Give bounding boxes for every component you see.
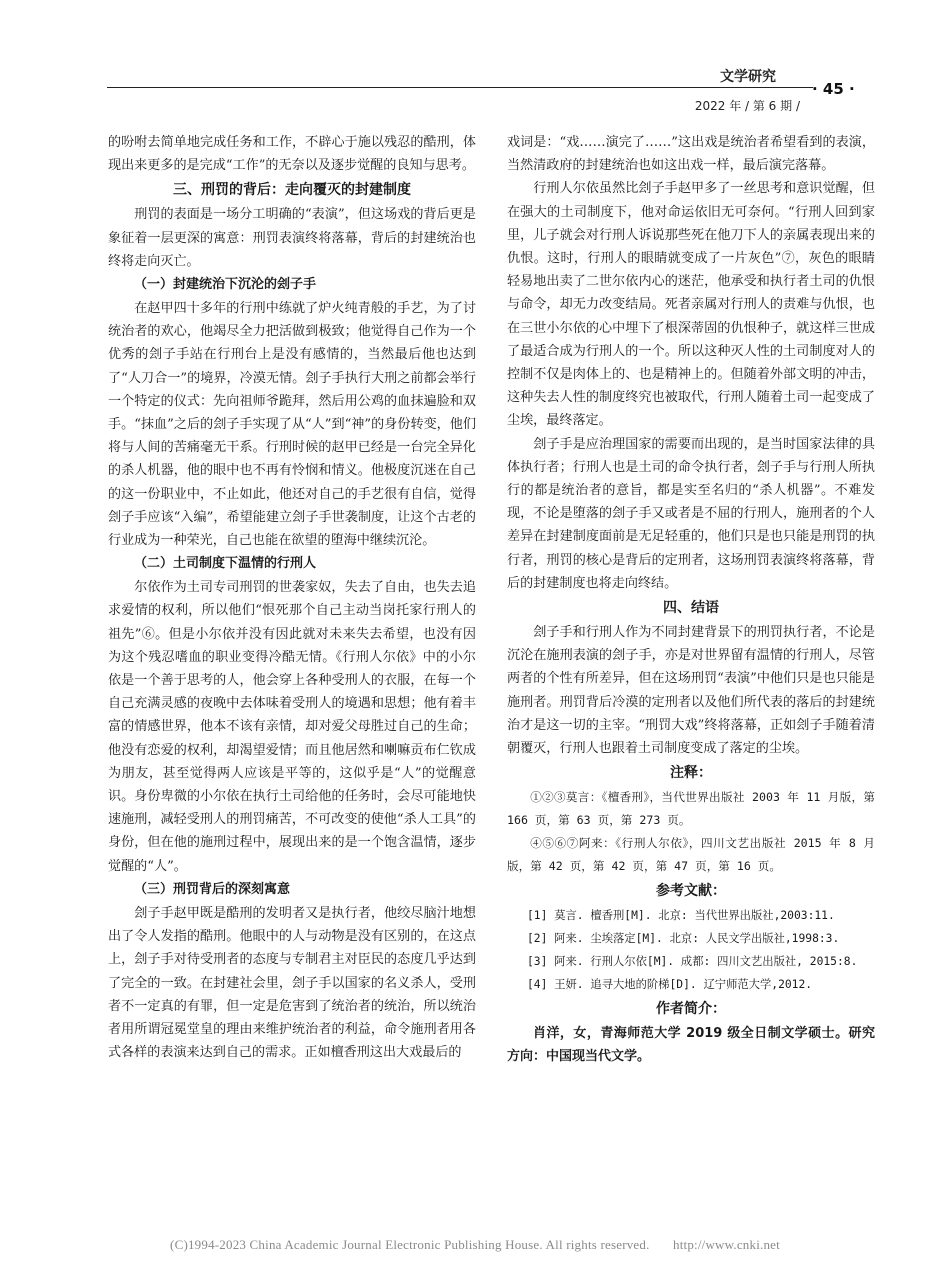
- reference: [1] 莫言. 檀香刑[M]. 北京: 当代世界出版社,2003:11.: [527, 909, 835, 923]
- page-number: · 45 ·: [812, 80, 855, 98]
- notes-heading: 注释：: [670, 765, 712, 782]
- subsection-heading: （一）封建统治下沉沦的刽子手: [134, 277, 317, 293]
- paragraph: 的吩咐去简单地完成任务和工作，不辟心于施以残忍的酷刑，体现出来更多的是完成“工作”的无奈以及逐步觉醒的良知与思考。: [108, 135, 476, 174]
- paragraph: 刑罚的表面是一场分工明确的“表演”，但这场戏的背后更是象征着一层更深的寓意：刑罚表演终将落幕，背后的封建统治也终将走向灭亡。: [108, 207, 476, 269]
- references-heading: 参考文献：: [656, 883, 726, 900]
- author-bio: 肖洋，女，青海师范大学 2019 级全日制文学硕士。研究方向：中国现当代文学。: [507, 1026, 875, 1065]
- section-heading: 四、结语: [663, 600, 719, 617]
- author-heading: 作者简介：: [656, 1001, 726, 1018]
- copyright-text: (C)1994-2023 China Academic Journal Electronic Publishing House. All rights reserved.: [170, 1237, 650, 1252]
- footer-url[interactable]: http://www.cnki.net: [673, 1237, 780, 1252]
- paragraph: 尔依作为土司专司刑罚的世袭家奴，失去了自由，也失去追求爱情的权利，所以他们“恨死那个自己主动当岗托家行刑人的祖先”⑥。但是小尔依并没有因此就对未来失去希望，也没有因为这个残忍嗜血的职业变得冷酷无情。《行刑人尔依》中的小尔依是一个善于思考的人，他会穿上各种受刑人的衣服，在每一个自己充满灵感的夜晚中去体味着受刑人的境遇和思想；他有着丰富的情感世界，他本不该有亲情，却对爱父母胜过自己的生命；他没有恋爱的权利，却渴望爱情；而且他居然和喇嘛贡布仁钦成为朋友，甚至觉得两人应该是平等的，这似乎是“人”的觉醒意识。身份卑微的小尔依在执行土司给他的任务时，会尽可能地快速施刑，减轻受刑人的刑罚痛苦，不可改变的使他“杀人工具”的身份，但在他的施刑过程中，展现出来的是一个饱含温情，逐步觉醒的“人”。: [108, 580, 476, 874]
- note: ④⑤⑥⑦阿来：《行刑人尔依》，四川文艺出版社 2015 年 8 月版，第 42 页，第 42 页，第 47 页，第 16 页。: [507, 836, 875, 874]
- left-column: [108, 131, 476, 1064]
- issue-info: 2022 年 / 第 6 期 /: [694, 99, 800, 113]
- journal-title: 文学研究: [720, 69, 776, 85]
- paragraph: 在赵甲四十多年的行刑中练就了炉火纯青般的手艺，为了讨统治者的欢心，他竭尽全力把活做到极致；他觉得自己作为一个优秀的刽子手站在行刑台上是没有感情的，当然最后他也达到了“人刀合一”的境界，冷漠无情。刽子手执行大刑之前都会举行一个特定的仪式：先向祖师爷跪拜，然后用公鸡的血抹遍脸和双手。“抹血”之后的刽子手实现了从“人”到“神”的身份转变，他们将与人间的苦痛毫无干系。行刑时候的赵甲已经是一台完全异化的杀人机器，他的眼中也不再有怜悯和情义。他极度沉迷在自己的这一份职业中，不止如此，他还对自己的手艺很有自信，觉得刽子手应该“入编”，希望能建立刽子手世袭制度，让这个古老的行业成为一种荣光，自己也能在欲望的堕海中继续沉沦。: [108, 301, 476, 549]
- subsection-heading: （三）刑罚背后的深刻寓意: [134, 881, 291, 897]
- paragraph: 行刑人尔依虽然比刽子手赵甲多了一丝思考和意识觉醒，但在强大的土司制度下，他对命运依旧无可奈何。“行刑人回到家里，儿子就会对行刑人诉说那些死在他刀下人的亲属表现出来的仇恨。这时，行刑人的眼睛就变成了一片灰色”⑦，灰色的眼睛轻易地出卖了二世尔依内心的迷茫，他承受和执行者土司的仇恨与命令，却无力改变结局。死者亲属对行刑人的责难与仇恨，也在三世小尔依的心中埋下了根深蒂固的仇恨种子，就这样三世成了最适合成为行刑人的一个。所以这种灭人性的土司制度对人的控制不仅是肉体上的、也是精神上的。但随着外部文明的冲击，这种失去人性的制度终究也被取代，行刑人随着土司一起变成了尘埃，最终落定。: [507, 181, 875, 429]
- paragraph: 刽子手是应治理国家的需要而出现的，是当时国家法律的具体执行者；行刑人也是土司的命令执行者，刽子手与行刑人所执行的都是统治者的意旨，都是实至名归的“杀人机器”。不难发现，不论是堕落的刽子手又或者是不屈的行刑人，施刑者的个人差异在封建制度面前是无足轻重的，他们只是也只能是刑罚的执行者，刑罚的核心是背后的定刑者，这场刑罚表演终将落幕，背后的封建制度也将走向终结。: [507, 436, 875, 591]
- right-column: [507, 131, 875, 1068]
- reference: [4] 王妍. 追寻大地的阶梯[D]. 辽宁师范大学,2012.: [527, 978, 813, 992]
- reference: [2] 阿来. 尘埃落定[M]. 北京: 人民文学出版社,1998:3.: [527, 932, 840, 946]
- subsection-heading: （二）土司制度下温情的行刑人: [134, 556, 317, 572]
- paragraph: 戏词是：“戏……演完了……”这出戏是统治者希望看到的表演，当然清政府的封建统治也如这出戏一样，最后演完落幕。: [507, 135, 875, 174]
- reference: [3] 阿来. 行刑人尔依[M]. 成都: 四川文艺出版社, 2015:8.: [527, 955, 858, 969]
- paragraph: 刽子手和行刑人作为不同封建背景下的刑罚执行者，不论是沉沦在施刑表演的刽子手，亦是对世界留有温情的行刑人，尽管两者的个性有所差异，但在这场刑罚“表演”中他们只是也只能是施刑者。刑罚背后冷漠的定刑者以及他们所代表的落后的封建统治才是这一切的主宰。“刑罚大戏”终将落幕，正如刽子手随着清朝覆灭，行刑人也跟着土司制度变成了落定的尘埃。: [507, 625, 875, 757]
- copyright-footer: [0, 1237, 950, 1253]
- header-rule: [107, 87, 813, 88]
- paragraph: 刽子手赵甲既是酷刑的发明者又是执行者，他绞尽脑汁地想出了令人发指的酷刑。他眼中的人与动物是没有区别的，在这点上，刽子手对待受刑者的态度与专制君主对臣民的态度几乎达到了完全的一致。在封建社会里，刽子手以国家的名义杀人，受刑者不一定真的有罪，但一定是危害到了统治者的统治，所以统治者用所谓冠冕堂皇的理由来维护统治者的利益，命令施刑者用各式各样的表演来达到自己的需求。正如檀香刑这出大戏最后的: [108, 905, 476, 1061]
- note: ①②③莫言：《檀香刑》，当代世界出版社 2003 年 11 月版，第 166 页，第 63 页，第 273 页。: [507, 790, 875, 828]
- section-heading: 三、刑罚的背后：走向覆灭的封建制度: [173, 182, 411, 199]
